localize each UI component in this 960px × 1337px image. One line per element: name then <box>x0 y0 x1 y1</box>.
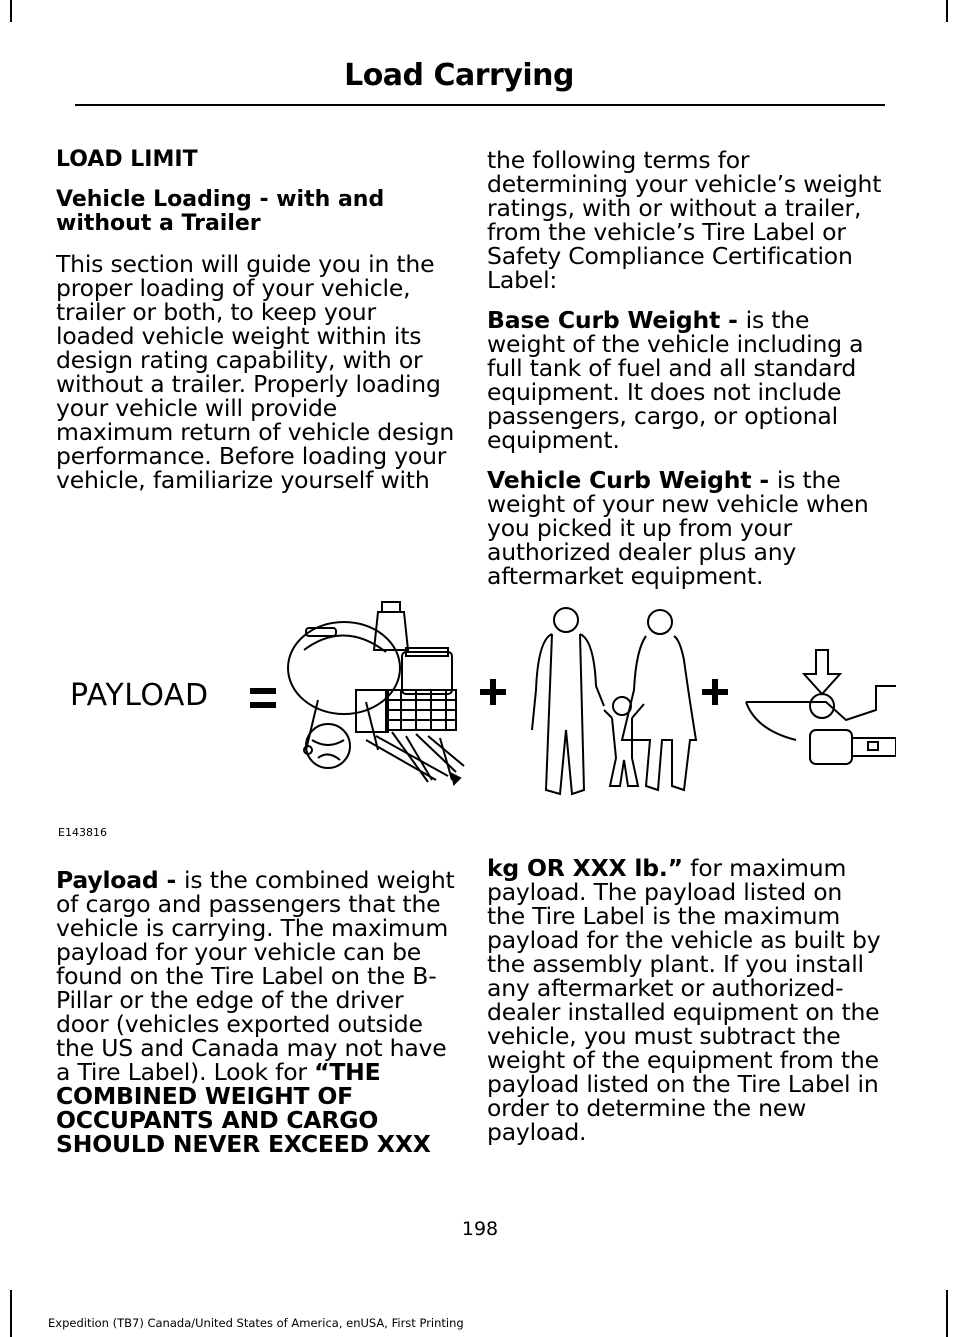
plus-sign <box>702 679 728 705</box>
term-text: is the weight of the vehicle including a full tank of fuel and all standard equipment. It does not include passengers, cargo, or optional equipment. <box>487 306 864 454</box>
page-number: 198 <box>461 1218 499 1240</box>
section-heading: LOAD LIMIT <box>56 147 198 172</box>
continuation-text: for maximum payload. The payload listed on the Tire Label is the maximum payload for the vehicle as built by the assembly plant. If you install any aftermarket or authorized-dealer installed equipment on the vehicle, you must subtract the weight of the equipment from the payload listed on the Tire Label in order to determine the new payload. <box>487 854 881 1146</box>
crop-mark <box>10 1290 12 1337</box>
section-subheading: Vehicle Loading - with and without a Trailer <box>56 187 385 236</box>
base-curb-weight-definition <box>487 308 887 452</box>
terms-intro-paragraph: the following terms for determining your vehicle’s weight ratings, with or without a trailer, from the vehicle’s Tire Label or Safety Compliance Certification Label: <box>487 146 882 294</box>
payload-illustration <box>56 590 896 810</box>
equals-sign <box>250 688 276 708</box>
column-right-bottom <box>487 856 887 1160</box>
trailer-hitch-icon <box>746 650 896 764</box>
intro-paragraph: This section will guide you in the proper loading of your vehicle, trailer or both, to keep your loaded vehicle weight within its design rating capability, with or without a trailer. Properly loading your vehicle will provide maximum return of vehicle design performance. Before loading your vehicle, familiarize yourself with <box>56 250 455 494</box>
quote-text: “THE COMBINED WEIGHT OF OCCUPANTS AND CARGO SHOULD NEVER EXCEED XXX <box>56 1058 431 1158</box>
column-left-top <box>56 148 456 508</box>
column-left-bottom <box>56 868 456 1172</box>
term-text: is the weight of your new vehicle when you picked it up from your authorized dealer plus any aftermarket equipment. <box>487 466 869 590</box>
term-label: Payload - <box>56 866 185 894</box>
payload-continuation <box>487 856 887 1144</box>
payload-label: PAYLOAD <box>70 678 209 713</box>
vehicle-curb-weight-definition <box>487 468 887 588</box>
term-label: Vehicle Curb Weight - <box>487 466 777 494</box>
crop-mark <box>946 0 948 22</box>
crop-mark <box>10 0 12 22</box>
figure-code: E143816 <box>58 826 107 839</box>
cargo-icon <box>288 602 464 784</box>
crop-mark <box>946 1290 948 1337</box>
term-label: Base Curb Weight - <box>487 306 746 334</box>
document-footer: Expedition (TB7) Canada/United States of America, enUSA, First Printing <box>48 1316 464 1330</box>
quote-text-end: kg OR XXX lb.” <box>487 854 683 882</box>
term-text: is the combined weight of cargo and passengers that the vehicle is carrying. The maximum payload for your vehicle can be found on the Tire Label on the B-Pillar or the edge of the driver door (vehicles exported outside the US and Canada may not have a Tire Label). Look for <box>56 866 455 1086</box>
header-divider <box>75 104 885 106</box>
payload-definition <box>56 868 456 1156</box>
passengers-icon <box>532 608 696 794</box>
column-right-top <box>487 148 887 604</box>
plus-sign <box>480 679 506 705</box>
page-header-title: Load Carrying <box>344 58 574 93</box>
